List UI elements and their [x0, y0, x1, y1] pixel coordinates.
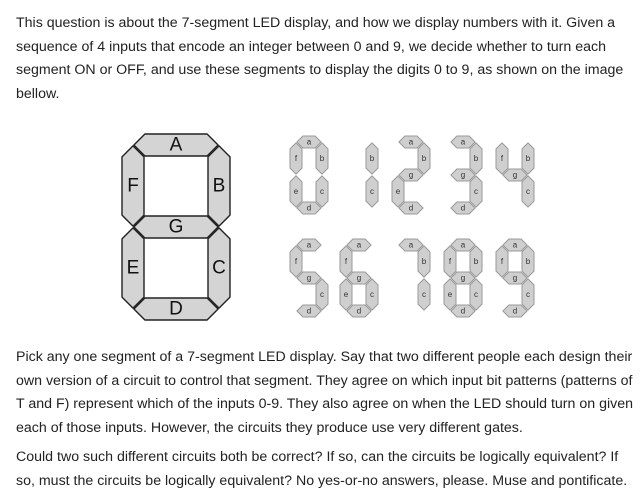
digit-5-segment-label-d: d: [306, 306, 312, 316]
digit-6-example: [340, 239, 378, 317]
digit-5-segment-label-a: a: [306, 240, 312, 250]
digit-2-segment-label-g: g: [408, 170, 414, 180]
intro-line: This question is about the 7-segment LED display, and how we display numbers with it. Given a: [16, 15, 616, 31]
digit-examples-grid: [290, 136, 534, 317]
big-display-segment-label-g: G: [168, 216, 184, 238]
digit-8-segment-label-g: g: [460, 273, 466, 283]
big-display-segment-label-e: E: [126, 257, 140, 279]
digit-6-segment-label-f: f: [344, 257, 348, 266]
digit-8-segment-label-a: a: [460, 240, 466, 250]
digit-1-segment-label-c: c: [370, 187, 374, 196]
digit-9-segment-label-g: g: [512, 273, 518, 283]
labeled-seven-segment-display: [122, 134, 230, 320]
digit-6-segment-label-d: d: [356, 306, 362, 316]
digit-8-segment-label-e: e: [447, 290, 453, 299]
question-line: own version of a circuit to control that segment. They agree on which input bit patterns (patterns of: [16, 372, 633, 389]
digit-7-segment-label-c: c: [422, 290, 426, 299]
digit-5-segment-label-g: g: [306, 273, 312, 283]
digit-4-segment-label-c: c: [526, 187, 530, 196]
digit-3-segment-label-b: b: [473, 154, 479, 163]
digit-5-segment-label-c: c: [320, 290, 324, 299]
digit-7-segment-label-a: a: [408, 240, 414, 250]
digit-2-segment-label-d: d: [408, 203, 414, 213]
digit-8-segment-label-d: d: [460, 306, 466, 316]
big-display-segment-label-c: C: [212, 257, 226, 279]
question-line: each of those inputs. However, the circuits they produce use very different gates.: [16, 419, 523, 436]
digit-6-segment-label-c: c: [370, 290, 374, 299]
digit-8-segment-label-b: b: [473, 257, 479, 266]
digit-0-segment-label-b: b: [319, 154, 325, 163]
big-display-segment-label-a: A: [169, 134, 183, 156]
digit-3-example: [451, 136, 482, 214]
digit-0-segment-label-f: f: [294, 154, 298, 163]
digit-2-example: [392, 136, 430, 214]
digit-9-segment-label-c: c: [526, 290, 530, 299]
followup-line: so, must the circuits be logically equivalent? No yes-or-no answers, please. Muse and pontificate.: [16, 472, 628, 489]
digit-8-example: [444, 239, 482, 317]
digit-1-segment-label-b: b: [369, 154, 375, 163]
question-line: T and F) represent which of the inputs 0-9. They also agree on when the LED should turn on given: [16, 396, 634, 412]
intro-paragraph: [16, 12, 623, 106]
digit-5-example: [290, 239, 328, 317]
digit-9-segment-label-a: a: [512, 240, 518, 250]
digit-6-segment-label-g: g: [356, 273, 362, 283]
digit-0-example: [290, 136, 328, 214]
digit-0-segment-label-a: a: [306, 137, 312, 147]
digit-1-example: [366, 143, 378, 207]
digit-2-segment-label-e: e: [395, 187, 401, 196]
digit-3-segment-label-g: g: [460, 170, 466, 180]
digit-4-example: [496, 143, 534, 207]
intro-line: segment ON or OFF, and use these segments to display the digits 0 to 9, as shown on the image: [16, 62, 624, 78]
digit-4-segment-label-g: g: [512, 170, 518, 180]
digit-8-segment-label-f: f: [448, 257, 452, 266]
digit-6-segment-label-a: a: [356, 240, 362, 250]
big-display-segment-label-b: B: [212, 175, 226, 197]
followup-line: Could two such different circuits both be correct? If so, can the circuits be logically equivalent? If: [16, 449, 619, 465]
question-line: Pick any one segment of a 7-segment LED display. Say that two different people each design their: [16, 349, 633, 365]
digit-9-segment-label-f: f: [500, 257, 504, 266]
digit-5-segment-label-f: f: [294, 257, 298, 266]
digit-9-example: [496, 239, 534, 317]
digit-3-segment-label-d: d: [460, 203, 466, 213]
followup-paragraph: [16, 446, 627, 493]
question-paragraph: [16, 346, 633, 440]
digit-4-segment-label-f: f: [500, 154, 504, 163]
digit-0-segment-label-e: e: [293, 187, 299, 196]
digit-6-segment-label-e: e: [343, 290, 349, 299]
big-display-segment-label-d: D: [169, 298, 183, 320]
digit-0-segment-label-c: c: [320, 187, 324, 196]
digit-2-segment-label-b: b: [421, 154, 427, 163]
digit-3-segment-label-c: c: [474, 187, 478, 196]
digit-2-segment-label-a: a: [408, 137, 414, 147]
digit-0-segment-label-d: d: [306, 203, 312, 213]
digit-7-example: [399, 239, 430, 310]
digit-3-segment-label-a: a: [460, 137, 466, 147]
intro-line: bellow.: [16, 85, 60, 102]
digit-7-segment-label-b: b: [421, 257, 427, 266]
big-display-segment-label-f: F: [127, 175, 139, 197]
digit-8-segment-label-c: c: [474, 290, 478, 299]
digit-4-segment-label-b: b: [525, 154, 531, 163]
digit-9-segment-label-b: b: [525, 257, 531, 266]
seven-segment-figure: [0, 126, 560, 326]
intro-line: sequence of 4 inputs that encode an integer between 0 and 9, we decide whether to turn each: [16, 38, 606, 55]
digit-9-segment-label-d: d: [512, 306, 518, 316]
